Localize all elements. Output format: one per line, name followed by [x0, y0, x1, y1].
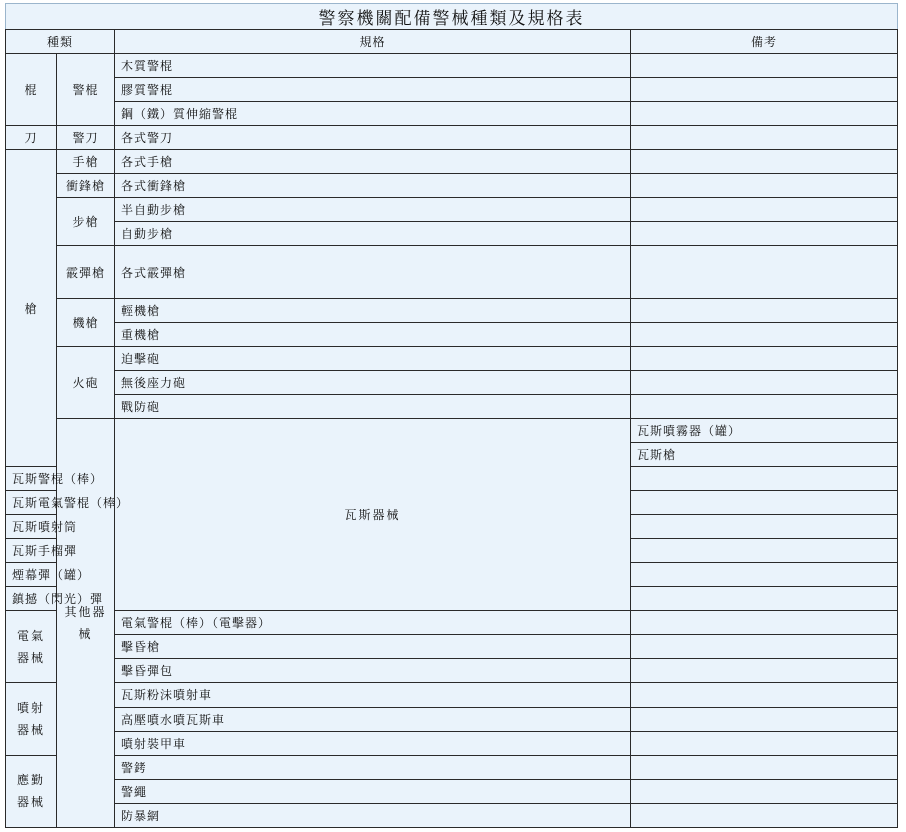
spec-cell: 膠質警棍	[115, 78, 631, 102]
note-cell	[631, 150, 898, 174]
note-cell	[631, 803, 898, 827]
note-cell	[631, 539, 898, 563]
table-row	[6, 54, 898, 78]
subcategory-cell: 衝鋒槍	[57, 174, 115, 198]
note-cell	[631, 635, 898, 659]
subcategory-cell: 電氣器械	[6, 611, 57, 683]
note-cell	[631, 779, 898, 803]
title-row	[6, 4, 898, 30]
header-kind: 種類	[6, 30, 115, 54]
header-spec: 規格	[115, 30, 631, 54]
table-row	[6, 102, 898, 126]
subcategory-cell: 瓦斯器械	[115, 419, 631, 611]
note-cell	[631, 299, 898, 323]
category-cell: 其他器械	[57, 419, 115, 828]
note-cell	[631, 515, 898, 539]
spec-cell: 瓦斯電氣警棍（棒）	[6, 491, 57, 515]
table-row	[6, 419, 898, 443]
spec-cell: 瓦斯手榴彈	[6, 539, 57, 563]
note-cell	[631, 755, 898, 779]
subcategory-cell: 應勤器械	[6, 755, 57, 827]
note-cell	[631, 683, 898, 707]
equipment-spec-table	[5, 3, 898, 828]
category-cell: 槍	[6, 150, 57, 467]
note-cell	[631, 659, 898, 683]
table-row	[6, 803, 898, 827]
spec-cell: 高壓噴水噴瓦斯車	[115, 707, 631, 731]
note-cell	[631, 563, 898, 587]
table-row	[6, 635, 898, 659]
note-cell	[631, 611, 898, 635]
table-row	[6, 78, 898, 102]
spec-cell: 警繩	[115, 779, 631, 803]
spec-cell: 瓦斯槍	[631, 443, 898, 467]
spec-cell: 擊昏彈包	[115, 659, 631, 683]
header-row	[6, 30, 898, 54]
spec-cell: 迫擊砲	[115, 347, 631, 371]
table-row	[6, 371, 898, 395]
spec-cell: 自動步槍	[115, 222, 631, 246]
subcategory-cell: 機槍	[57, 299, 115, 347]
spec-cell: 半自動步槍	[115, 198, 631, 222]
note-cell	[631, 347, 898, 371]
note-cell	[631, 126, 898, 150]
note-cell	[631, 174, 898, 198]
note-cell	[631, 54, 898, 78]
spec-cell: 各式手槍	[115, 150, 631, 174]
category-cell: 棍	[6, 54, 57, 126]
table-row	[6, 707, 898, 731]
table-row	[6, 395, 898, 419]
subcategory-cell: 火砲	[57, 347, 115, 419]
spec-cell: 鋼（鐵）質伸縮警棍	[115, 102, 631, 126]
note-cell	[631, 707, 898, 731]
spec-cell: 戰防砲	[115, 395, 631, 419]
subcategory-cell: 手槍	[57, 150, 115, 174]
subcategory-cell: 噴射器械	[6, 683, 57, 755]
table-row	[6, 779, 898, 803]
spec-cell: 各式衝鋒槍	[115, 174, 631, 198]
note-cell	[631, 246, 898, 299]
spec-cell: 煙幕彈（罐）	[6, 563, 57, 587]
table-row	[6, 174, 898, 198]
spec-cell: 無後座力砲	[115, 371, 631, 395]
note-cell	[631, 395, 898, 419]
table-row	[6, 299, 898, 323]
table-row	[6, 683, 898, 707]
spec-cell: 瓦斯噴射筒	[6, 515, 57, 539]
table-row	[6, 731, 898, 755]
spec-cell: 重機槍	[115, 323, 631, 347]
category-cell: 刀	[6, 126, 57, 150]
spec-cell: 電氣警棍（棒）（電擊器）	[115, 611, 631, 635]
table-row	[6, 755, 898, 779]
spec-cell: 防暴網	[115, 803, 631, 827]
note-cell	[631, 78, 898, 102]
table-row	[6, 198, 898, 222]
note-cell	[631, 323, 898, 347]
spec-cell: 瓦斯噴霧器（罐）	[631, 419, 898, 443]
note-cell	[631, 731, 898, 755]
spec-cell: 瓦斯粉沫噴射車	[115, 683, 631, 707]
spec-cell: 各式警刀	[115, 126, 631, 150]
note-cell	[631, 467, 898, 491]
spec-cell: 瓦斯警棍（棒）	[6, 467, 57, 491]
spec-cell: 各式霰彈槍	[115, 246, 631, 299]
subcategory-cell: 步槍	[57, 198, 115, 246]
table-row	[6, 126, 898, 150]
spec-cell: 擊昏槍	[115, 635, 631, 659]
note-cell	[631, 198, 898, 222]
spec-cell: 鎮撼（閃光）彈	[6, 587, 57, 611]
table-row	[6, 222, 898, 246]
subcategory-cell: 霰彈槍	[57, 246, 115, 299]
note-cell	[631, 222, 898, 246]
spec-cell: 警銬	[115, 755, 631, 779]
table-title: 警察機關配備警械種類及規格表	[6, 4, 898, 30]
table-row	[6, 323, 898, 347]
spec-cell: 噴射裝甲車	[115, 731, 631, 755]
note-cell	[631, 102, 898, 126]
note-cell	[631, 587, 898, 611]
table-row	[6, 611, 898, 635]
table-row	[6, 150, 898, 174]
spec-cell: 木質警棍	[115, 54, 631, 78]
subcategory-cell: 警刀	[57, 126, 115, 150]
note-cell	[631, 371, 898, 395]
subcategory-cell: 警棍	[57, 54, 115, 126]
table-row	[6, 347, 898, 371]
table-row	[6, 659, 898, 683]
header-note: 備考	[631, 30, 898, 54]
table-row	[6, 246, 898, 299]
spec-cell: 輕機槍	[115, 299, 631, 323]
note-cell	[631, 491, 898, 515]
